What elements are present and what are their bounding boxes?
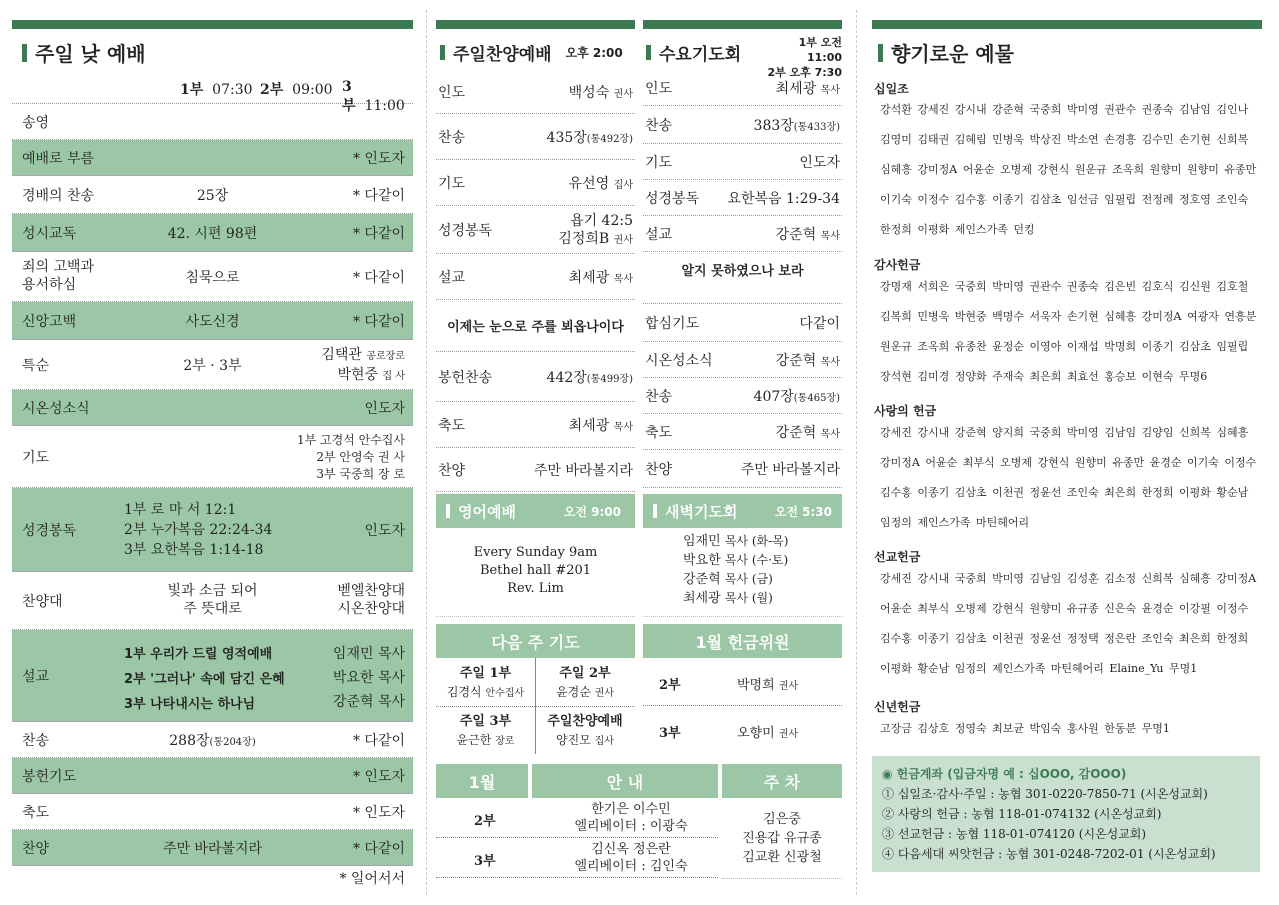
order-right: * 다같이 [352, 732, 405, 749]
order-right [569, 415, 633, 435]
order-right: * 다같이 [352, 225, 405, 242]
heading-mark [440, 45, 445, 60]
order-row [643, 144, 842, 180]
order-row [12, 176, 413, 214]
order-right: 주만 바라볼지라 [533, 462, 633, 479]
sermon-line: 1부 우리가 드릴 영적예배 [124, 647, 273, 662]
offering-section-title: 선교헌금 [874, 550, 921, 564]
order-right [547, 367, 633, 387]
order-center: 사도신경 [185, 313, 240, 330]
role: 권사 [778, 681, 799, 692]
order-row [436, 206, 635, 254]
order-row [12, 390, 413, 426]
order-label: 시온성소식 [22, 400, 90, 417]
order-label: 설교 [22, 668, 50, 685]
role: 집사 [594, 736, 614, 747]
hymn-old: (통204장) [209, 736, 256, 748]
name: 양진모 [556, 733, 591, 747]
separator [722, 878, 842, 879]
col3-title: 수요기도회 [659, 45, 742, 65]
role: 안수집사 [485, 688, 525, 699]
order-row [436, 114, 635, 160]
order-label-line2: 용서하심 [22, 277, 77, 293]
offering-section-title: 십일조 [874, 82, 909, 96]
order-right: 다같이 [799, 315, 840, 332]
order-label: 축도 [22, 804, 50, 821]
col1-topbar [12, 20, 413, 29]
order-row [436, 254, 635, 300]
order-label: 찬송 [438, 129, 466, 146]
dawn-info [683, 532, 788, 608]
order-row [436, 70, 635, 114]
role: 집사 [613, 179, 633, 191]
grid-hline [436, 706, 635, 707]
line: 1부 로 마 서 12:1 [124, 502, 237, 518]
order-right [776, 224, 840, 244]
value: 강준혁 [775, 226, 817, 243]
order-right [547, 127, 633, 147]
order-row [643, 106, 842, 144]
order-right [569, 267, 633, 287]
line: 3부 국중희 장 로 [316, 467, 405, 481]
part: 2부 [474, 814, 496, 829]
committee-row [643, 706, 842, 754]
separator [436, 616, 635, 617]
prayer-cell [535, 712, 635, 751]
line: 김신옥 정은란 [591, 842, 671, 857]
order-label: 시온성소식 [645, 352, 713, 369]
offering-section-title: 감사헌금 [874, 258, 921, 272]
line: 한기은 이수민 [591, 802, 671, 817]
col1-times [12, 72, 413, 114]
order-label: 봉헌찬송 [438, 369, 493, 386]
col3-topbar [643, 20, 842, 29]
order-label: 기도 [645, 154, 673, 171]
order-label: 봉헌기도 [22, 768, 77, 785]
order-right [754, 386, 840, 406]
value: 442장 [546, 369, 587, 386]
order-center: 25장 [196, 187, 229, 204]
role: (통492장) [586, 133, 633, 145]
order-row [12, 488, 413, 572]
role: 목사 [613, 273, 633, 285]
name: 윤근한 [456, 733, 492, 747]
order-label: 인도 [645, 80, 673, 97]
prayer-cell [436, 664, 535, 703]
separator [643, 616, 842, 617]
offering-section-title: 신년헌금 [874, 700, 921, 714]
order-label: 설교 [438, 269, 466, 286]
order-row [12, 572, 413, 630]
order-label: 축도 [645, 424, 673, 441]
offering-names: 고장금 김상호 정영숙 최보균 박임숙 홍사원 한동분 무명1 [880, 722, 1170, 735]
role: (통465장) [793, 392, 840, 404]
order-row [12, 630, 413, 722]
order-right: 요한복음 1:29-34 [727, 190, 840, 207]
value: 435장 [546, 129, 587, 146]
name: 김경식 [446, 685, 482, 699]
order-right: * 다같이 [352, 269, 405, 286]
cell-heading: 주일찬양예배 [547, 714, 623, 729]
line: 진용갑 유규종 [742, 831, 822, 846]
name: 윤경순 [556, 685, 591, 699]
order-row [12, 426, 413, 488]
line: 시온찬양대 [337, 601, 405, 617]
name: 임재민 [683, 534, 721, 549]
account-line: ③ 선교헌금 : 농협 118-01-074120 (시온성교회) [882, 827, 1147, 841]
order-label: 합심기도 [645, 315, 700, 332]
order-label: 성경봉독 [438, 222, 493, 239]
col2-time: 오후 2:00 [565, 46, 623, 60]
parking-list [722, 810, 842, 867]
guide-row [436, 798, 718, 838]
line: 김교환 신광철 [742, 850, 822, 865]
committee-header: 1월 헌금위원 [643, 624, 842, 658]
divider [856, 10, 857, 895]
order-row [643, 342, 842, 378]
value: 김정희B [558, 231, 610, 247]
sermon-lines [124, 642, 285, 717]
sermon-title: 알지 못하였으나 보라 [681, 264, 804, 279]
heading-mark [22, 44, 27, 62]
order-right: 인도자 [364, 400, 405, 417]
name: 박현중 [337, 367, 379, 383]
role: (통433장) [793, 121, 840, 133]
offering-section-title: 사랑의 헌금 [874, 404, 937, 418]
order-label: 찬송 [22, 732, 50, 749]
order-right: * 인도자 [352, 150, 405, 167]
order-label: 설교 [645, 226, 673, 243]
col2-topbar [436, 20, 635, 29]
role: 집 사 [382, 371, 405, 382]
offering-names: 강세진 강시내 국중희 박미영 김남임 김성훈 김소정 신희복 심혜흥 강미정A 어윤순 최부식 오병제 강현식 원향미 유규종 신은숙 윤경순 이강필 이정수 김수홍 이종기 김삼초 이천권 정윤선 정정택 정은란 조인숙 최은희 한정희 이평화 황순남 임정의 제인스가족 마틴헤어리 Elaine_Yu 무명1 [880, 572, 1257, 675]
role: 장로 [495, 736, 515, 747]
value: 유선영 [568, 175, 610, 192]
order-right: 인도자 [799, 154, 840, 171]
order-label: 찬양 [645, 461, 673, 478]
line: 주 뜻대로 [183, 601, 242, 617]
time-part: 3부 [342, 79, 356, 114]
role: 권사 [613, 88, 633, 100]
sermon-line: 3부 나타내시는 하나님 [124, 697, 256, 712]
value: 욥기 42:5 [570, 213, 633, 229]
line: 1부 고경석 안수집사 [296, 433, 405, 447]
member [737, 674, 798, 693]
col2-title: 주일찬양예배 [453, 45, 552, 65]
sermon-row [436, 300, 635, 352]
heading-mark [446, 504, 450, 518]
parking-header: 주 차 [722, 764, 842, 798]
part: 2부 [659, 678, 681, 693]
order-right [321, 346, 405, 386]
heading-mark [653, 504, 657, 518]
order-row [12, 758, 413, 794]
prayer-cell [535, 664, 635, 703]
order-row [12, 794, 413, 830]
order-row [643, 180, 842, 216]
value: 383장 [753, 117, 794, 134]
guide-month-header: 1월 [436, 764, 528, 798]
guide-names [546, 801, 716, 835]
offering-names: 강세진 강시내 강준혁 양지희 국중희 박미영 김남임 김양임 신희복 심혜흥 강미정A 어윤순 최부식 오병제 강현식 원향미 유종만 윤경순 이기숙 이정수 김수홍 이종기 김삼초 이천권 정윤선 조인숙 최은희 한정희 이평화 황순남 임정의 제인스가족 마틴헤어리 [880, 426, 1257, 529]
member [737, 722, 798, 741]
line: Rev. Lim [507, 581, 564, 596]
order-label: 예배로 부름 [22, 150, 95, 167]
value: 최세광 [775, 80, 817, 97]
col4-topbar [872, 20, 1262, 29]
account-line: ② 사랑의 헌금 : 농협 118-01-074132 (시온성교회) [882, 807, 1162, 821]
order-label: 성시교독 [22, 225, 77, 242]
order-label: 찬송 [645, 117, 673, 134]
order-label: 신앙고백 [22, 313, 77, 330]
role: 공로장로 [366, 351, 405, 362]
english-title: 영어예배 [458, 502, 516, 521]
role: 목사 (금) [724, 572, 773, 586]
order-right [776, 350, 840, 370]
english-header [436, 494, 635, 528]
order-label: 기도 [438, 175, 466, 192]
committee-row [643, 658, 842, 706]
order-label: 특순 [22, 357, 50, 374]
order-right [297, 432, 405, 483]
line: 김은중 [763, 812, 801, 827]
order-center: 주만 바라볼지라 [162, 840, 263, 857]
value: 407장 [753, 388, 794, 405]
line: 엘리베이터 : 이광숙 [574, 819, 688, 834]
order-row [12, 252, 413, 302]
role: (통499장) [586, 373, 633, 385]
order-label-line1: 죄의 고백과 [22, 259, 95, 275]
cell-heading: 주일 3부 [459, 714, 512, 729]
line: 3부 요한복음 1:14-18 [124, 542, 264, 558]
order-right [333, 642, 405, 714]
role: 목사 [820, 356, 840, 368]
order-label: 축도 [438, 417, 466, 434]
time-part: 1부 [180, 82, 204, 98]
order-row [12, 340, 413, 390]
cell-heading: 주일 1부 [459, 666, 512, 681]
order-label: 찬양대 [22, 593, 63, 610]
order-right: 인도자 [364, 522, 405, 539]
order-row [12, 140, 413, 176]
value: 백성숙 [568, 84, 610, 101]
line: 2부 누가복음 22:24-34 [124, 522, 273, 538]
order-center: 침묵으로 [185, 269, 240, 286]
order-row [643, 70, 842, 106]
order-right [337, 582, 405, 618]
part: 3부 [659, 726, 681, 741]
name: 박요한 [683, 553, 721, 568]
order-right [776, 422, 840, 442]
role: 목사 (수·토) [724, 553, 789, 567]
order-label: 찬양 [438, 462, 466, 479]
offering-names: 강명재 서희은 국중희 박미영 권관수 권종숙 김은빈 김호식 김신원 김호철 김복희 민병욱 박현중 백명수 서욱자 손기현 심혜흥 강미정A 여광자 연흥분 원운규 조옥희 유종찬 윤정순 이영아 이재섭 박명희 이종기 김삼초 임필립 장석현 김미경 정양화 주재숙 최은희 최효선 홍승보 이현숙 무명6 [880, 280, 1257, 383]
time-value: 11:00 [364, 98, 405, 114]
role: 목사 [820, 428, 840, 440]
value: 최세광 [568, 417, 610, 434]
line: 2부 안영숙 권 사 [316, 450, 405, 464]
role: 목사 [820, 230, 840, 242]
order-row [12, 722, 413, 758]
guide-row [436, 838, 718, 878]
nextprayer-grid [436, 658, 635, 754]
col4-title: 향기로운 예물 [891, 42, 1014, 66]
order-row [643, 304, 842, 342]
order-row [436, 448, 635, 492]
role: 목사 [613, 421, 633, 433]
part: 3부 [474, 854, 496, 869]
order-row [12, 830, 413, 866]
preacher: 임재민 목사 [332, 646, 405, 662]
order-row [12, 214, 413, 252]
col3-heading [646, 40, 741, 65]
order-right: * 인도자 [352, 804, 405, 821]
time-value: 07:30 [212, 82, 253, 98]
time-value: 09:00 [292, 82, 333, 98]
line: Bethel hall #201 [479, 563, 592, 578]
order-row [436, 160, 635, 206]
cell-heading: 주일 2부 [559, 666, 611, 681]
name: 최세광 [683, 591, 721, 606]
order-label: 송영 [22, 114, 50, 131]
line: 벧엘찬양대 [337, 583, 405, 599]
guide-names [546, 841, 716, 875]
order-right [558, 212, 633, 250]
order-label: 기도 [22, 449, 50, 466]
order-label: 성경봉독 [22, 522, 77, 539]
preacher: 강준혁 목사 [332, 694, 405, 710]
role: 권사 [594, 688, 614, 699]
order-row [643, 414, 842, 450]
time: 2부 오후 7:30 [767, 66, 842, 79]
order-right [754, 115, 840, 135]
value: 최세광 [568, 269, 610, 286]
english-info [436, 544, 635, 598]
sermon-title: 이제는 눈으로 주를 뵈옵나이다 [447, 320, 624, 335]
role: 권사 [613, 235, 633, 246]
account-line: ① 십일조·감사·주일 : 농협 301-0220-7850-71 (시온성교회) [882, 787, 1208, 801]
order-row [12, 302, 413, 340]
col1-title: 주일 낮 예배 [35, 42, 146, 66]
dawn-title: 새벽기도회 [665, 502, 738, 521]
order-right: * 인도자 [352, 768, 405, 785]
order-right: * 다같이 [352, 840, 405, 857]
hymn: 288장 [169, 732, 210, 749]
col1-heading [22, 38, 146, 67]
order-label: 성경봉독 [645, 190, 700, 207]
dawn-header [643, 494, 842, 528]
order-row [643, 378, 842, 414]
line: Every Sunday 9am [473, 545, 598, 560]
offering-names: 강석환 강세진 강시내 강준혁 국중희 박미영 권관수 권종숙 김남임 김인나 김영미 김태권 김혜림 민병욱 박상진 박소연 손경흥 김수민 손기현 신희복 심혜흥 강미정A 어윤순 오병제 강현식 원운규 조옥희 원향미 원향미 유종만 이기숙 이정수 김수홍 이종기 김삼초 임선금 임필립 전정례 정호영 조인숙 한정희 이평화 제인스가족 던킹 [880, 103, 1257, 236]
name: 박명희 [737, 678, 775, 693]
order-right: * 다같이 [352, 313, 405, 330]
heading-mark [878, 44, 883, 62]
order-label: 찬양 [22, 840, 50, 857]
name: 오향미 [737, 726, 775, 741]
order-label: 경배의 찬송 [22, 187, 95, 204]
role: 목사 [820, 84, 840, 96]
role: 목사 (월) [724, 591, 773, 605]
order-row [436, 352, 635, 402]
order-row [12, 104, 413, 140]
name: 김택관 [321, 347, 362, 363]
dawn-time: 오전 5:30 [774, 504, 832, 519]
line: 빛과 소금 되어 [167, 583, 258, 599]
guide-header: 안 내 [532, 764, 718, 798]
english-time: 오전 9:00 [563, 504, 621, 519]
sermon-row [643, 252, 842, 304]
value: 강준혁 [775, 352, 817, 369]
order-right [569, 173, 633, 193]
nextprayer-header: 다음 주 기도 [436, 624, 635, 658]
time-part: 2부 [260, 82, 284, 98]
preacher: 박요한 목사 [332, 670, 405, 686]
order-label: 찬송 [645, 388, 673, 405]
heading-mark [646, 45, 651, 60]
col4-heading [878, 38, 1014, 67]
col2-heading [440, 40, 623, 65]
order-row [643, 216, 842, 252]
order-center: 42. 시편 98편 [167, 225, 258, 242]
time: 1부 오전 11:00 [798, 36, 842, 64]
value: 강준혁 [775, 424, 817, 441]
sermon-line: 2부 '그러나' 속에 담긴 은혜 [124, 672, 285, 687]
account-line: ④ 다음세대 씨앗헌금 : 농협 301-0248-7202-01 (시온성교회) [882, 847, 1216, 861]
order-right [569, 82, 633, 102]
order-lines [124, 500, 272, 560]
name: 강준혁 [683, 572, 721, 587]
order-center: 2부 · 3부 [183, 357, 242, 374]
order-right [776, 78, 840, 98]
account-box [872, 756, 1260, 872]
account-title: ◉ 헌금계좌 (입금자명 예 : 십OOO, 감OOO) [882, 767, 1127, 781]
role: 목사 (화-목) [724, 534, 789, 548]
order-label: 인도 [438, 84, 466, 101]
role: 권사 [778, 729, 799, 740]
order-row [436, 402, 635, 448]
divider [426, 10, 427, 895]
order-right: 주만 바라볼지라 [740, 461, 840, 478]
order-row [643, 450, 842, 488]
footnote: * 일어서서 [339, 871, 405, 887]
prayer-cell [436, 712, 535, 751]
line: 엘리베이터 : 김인숙 [574, 859, 688, 874]
order-right: * 다같이 [352, 187, 405, 204]
